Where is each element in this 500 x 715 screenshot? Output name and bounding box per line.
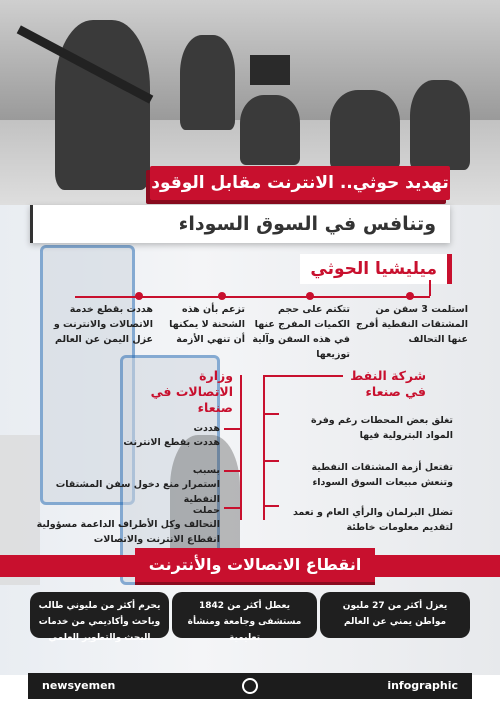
brand-logo-icon	[242, 678, 258, 694]
outage-card-1	[320, 592, 470, 638]
militia-point-3: تزعم بأن هذه الشحنة لا يمكنها أن تنهي الأزمة	[169, 304, 245, 345]
telecom-point-marker	[224, 428, 240, 430]
photo-figure	[180, 35, 235, 130]
oil-company-heading: شركة النفط في صنعاء	[350, 368, 426, 399]
timeline-dot	[135, 292, 143, 300]
oil-point-marker	[263, 460, 279, 462]
title-banner	[150, 166, 450, 200]
telecom-heading: وزارة الاتصالات في صنعاء	[150, 368, 233, 415]
footer-category: infographic	[387, 679, 458, 692]
outage-card-3-text: يحرم أكثر من مليوني طالب وباحث وأكاديمي من خدمات البحث والتطوير العلمي	[38, 601, 161, 643]
timeline-dot	[406, 292, 414, 300]
telecom-point-1-body: هددت بقطع الانترنت	[123, 437, 220, 448]
militia-point-4: هددت بقطع خدمة الاتصالات والانترنت و عزل اليمن عن العالم	[53, 304, 153, 345]
timeline-line	[75, 296, 430, 298]
telecom-point-1-head: هددت	[193, 423, 220, 434]
telecom-point-2-body: استمرار منع دخول سفن المشتقات النفطية	[55, 479, 220, 505]
militia-point-1: استلمت 3 سفن من المشتقات النفطية أفرج عنها التحالف	[356, 304, 468, 345]
outage-card-3	[30, 592, 169, 643]
outage-banner	[135, 548, 375, 582]
telecom-point-marker	[224, 470, 240, 472]
photo-figure	[330, 90, 400, 170]
page-title: تهديد حوثي.. الانترنت مقابل الوقود	[151, 173, 449, 193]
outage-title: انقطاع الاتصالات والأنترنت	[148, 555, 362, 574]
telecom-point-2-head: بسبب	[192, 465, 220, 476]
oil-point-marker	[263, 413, 279, 415]
photo-figure	[240, 95, 300, 165]
outage-card-2-text: يعطل أكثر من 1842 مستشفى وجامعة ومنشأة تعليمية	[187, 601, 302, 643]
telecom-line	[240, 375, 242, 520]
footer-brand: newsyemen	[42, 679, 116, 692]
timeline-dot	[218, 292, 226, 300]
photo-figure	[410, 80, 470, 170]
telecom-point-3-body: التحالف وكل الأطراف الداعمة مسؤولية انقطاع الانترنت والاتصالات	[36, 519, 220, 545]
oil-point-1: تغلق بعض المحطات رغم وفرة المواد البترولية فيها	[311, 415, 453, 441]
gun-shape	[250, 55, 290, 85]
photo-figure	[55, 20, 150, 190]
page-subtitle: وتنافس في السوق السوداء	[178, 213, 436, 235]
timeline-dot	[306, 292, 314, 300]
telecom-point-marker	[224, 507, 240, 509]
outage-card-2	[172, 592, 317, 643]
oil-point-3: تضلل البرلمان والرأي العام و تعمد لتقديم معلومات خاطئة	[292, 507, 453, 533]
outage-card-1-text: يعزل أكثر من 27 مليون مواطن يمني عن العالم	[342, 601, 448, 627]
oil-company-connector	[263, 375, 343, 377]
oil-point-2: تفتعل أزمة المشتقات النفطية وتنعش مبيعات السوق السوداء	[311, 462, 453, 488]
subtitle-banner	[30, 205, 450, 243]
oil-company-line	[263, 375, 265, 520]
oil-point-marker	[263, 505, 279, 507]
footer-bar	[28, 673, 472, 699]
militia-label: ميليشيا الحوثي	[310, 259, 437, 279]
militia-point-2: تتكتم على حجم الكميات المفرج عنها في هذه السفن وآلية توزيعها	[252, 304, 350, 360]
timeline-connector	[429, 280, 431, 296]
telecom-point-3-head: حملت	[192, 505, 220, 516]
